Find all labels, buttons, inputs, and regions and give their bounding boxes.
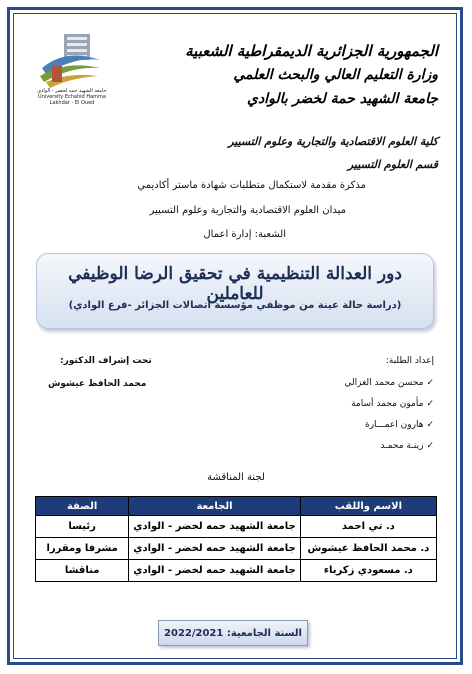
column-header-role: الصفة: [36, 497, 129, 516]
check-icon: ✓: [426, 399, 434, 409]
thesis-title-box: [36, 253, 434, 329]
jury-member-university: جامعة الشهيد حمه لخضر - الوادي: [129, 538, 300, 560]
supervisor-name: محمد الحافظ عيشوش: [48, 379, 147, 389]
table-row: [36, 538, 437, 560]
student-item: [351, 399, 434, 409]
logo-caption-ar: جامعة الشهيد حمه لخضر - الوادي: [37, 88, 107, 94]
check-icon: ✓: [426, 441, 434, 451]
memo-description: مذكرة مقدمة لاستكمال متطلبات شهادة ماستر أكاديمي: [137, 180, 366, 191]
jury-member-name: د. تي احمد: [300, 516, 436, 538]
branch-name: الشعبة: إدارة اعمال: [203, 229, 286, 240]
jury-member-name: د. محمد الحافظ عيشوش: [300, 538, 436, 560]
student-name: هارون اعمـــارة: [365, 420, 424, 430]
field-name: ميدان العلوم الاقتصادية والتجارية وعلوم التسيير: [149, 205, 346, 216]
table-row: [36, 516, 437, 538]
thesis-subtitle: (دراسة حالة عينة من موظفي مؤسسة اتصالات الجزائر -فرع الوادي): [68, 300, 402, 311]
column-header-name: الاسم واللقب: [300, 497, 436, 516]
university-name: جامعة الشهيد حمة لخضر بالوادي: [246, 91, 438, 107]
university-logo: [36, 30, 106, 92]
student-item: [344, 378, 434, 388]
department-name: قسم العلوم التسيير: [347, 158, 438, 171]
jury-member-role: مناقشا: [36, 560, 129, 582]
ministry-name: وزارة التعليم العالي والبحث العلمي: [233, 67, 438, 83]
republic-name: الجمهورية الجزائرية الديمقراطية الشعبية: [185, 42, 438, 60]
student-name: محسن محمد الغزالي: [344, 378, 424, 388]
jury-table: [35, 496, 437, 582]
logo-caption-en: University Echahid Hamma Lakhdar - El Oued: [38, 94, 106, 106]
check-icon: ✓: [426, 420, 434, 430]
jury-member-role: رئيسا: [36, 516, 129, 538]
students-label: إعداد الطلبة:: [385, 356, 434, 366]
college-name: كلية العلوم الاقتصادية والتجارية وعلوم التسيير: [228, 135, 438, 148]
student-item: [365, 420, 434, 430]
academic-year: السنة الجامعية: 2022/2021: [158, 620, 308, 646]
student-name: مأمون محمد أسامة: [351, 399, 424, 409]
thesis-title: دور العدالة التنظيمية في تحقيق الرضا الوظيفي للعاملين: [68, 264, 402, 304]
column-header-university: الجامعة: [129, 497, 300, 516]
university-logo-icon: [36, 30, 106, 92]
student-name: زينـة محمـد: [380, 441, 424, 451]
jury-member-university: جامعة الشهيد حمه لخضر - الوادي: [129, 560, 300, 582]
jury-member-university: جامعة الشهيد حمه لخضر - الوادي: [129, 516, 300, 538]
student-item: [380, 441, 434, 451]
supervisor-label: تحت إشراف الدكتور:: [60, 356, 152, 366]
table-row: [36, 560, 437, 582]
jury-table-header: [36, 497, 437, 516]
check-icon: ✓: [426, 378, 434, 388]
logo-caption: [28, 88, 116, 106]
jury-member-role: مشرفا ومقررا: [36, 538, 129, 560]
jury-heading: لجنة المناقشة: [207, 472, 265, 483]
jury-member-name: د. مسعودي زكرياء: [300, 560, 436, 582]
